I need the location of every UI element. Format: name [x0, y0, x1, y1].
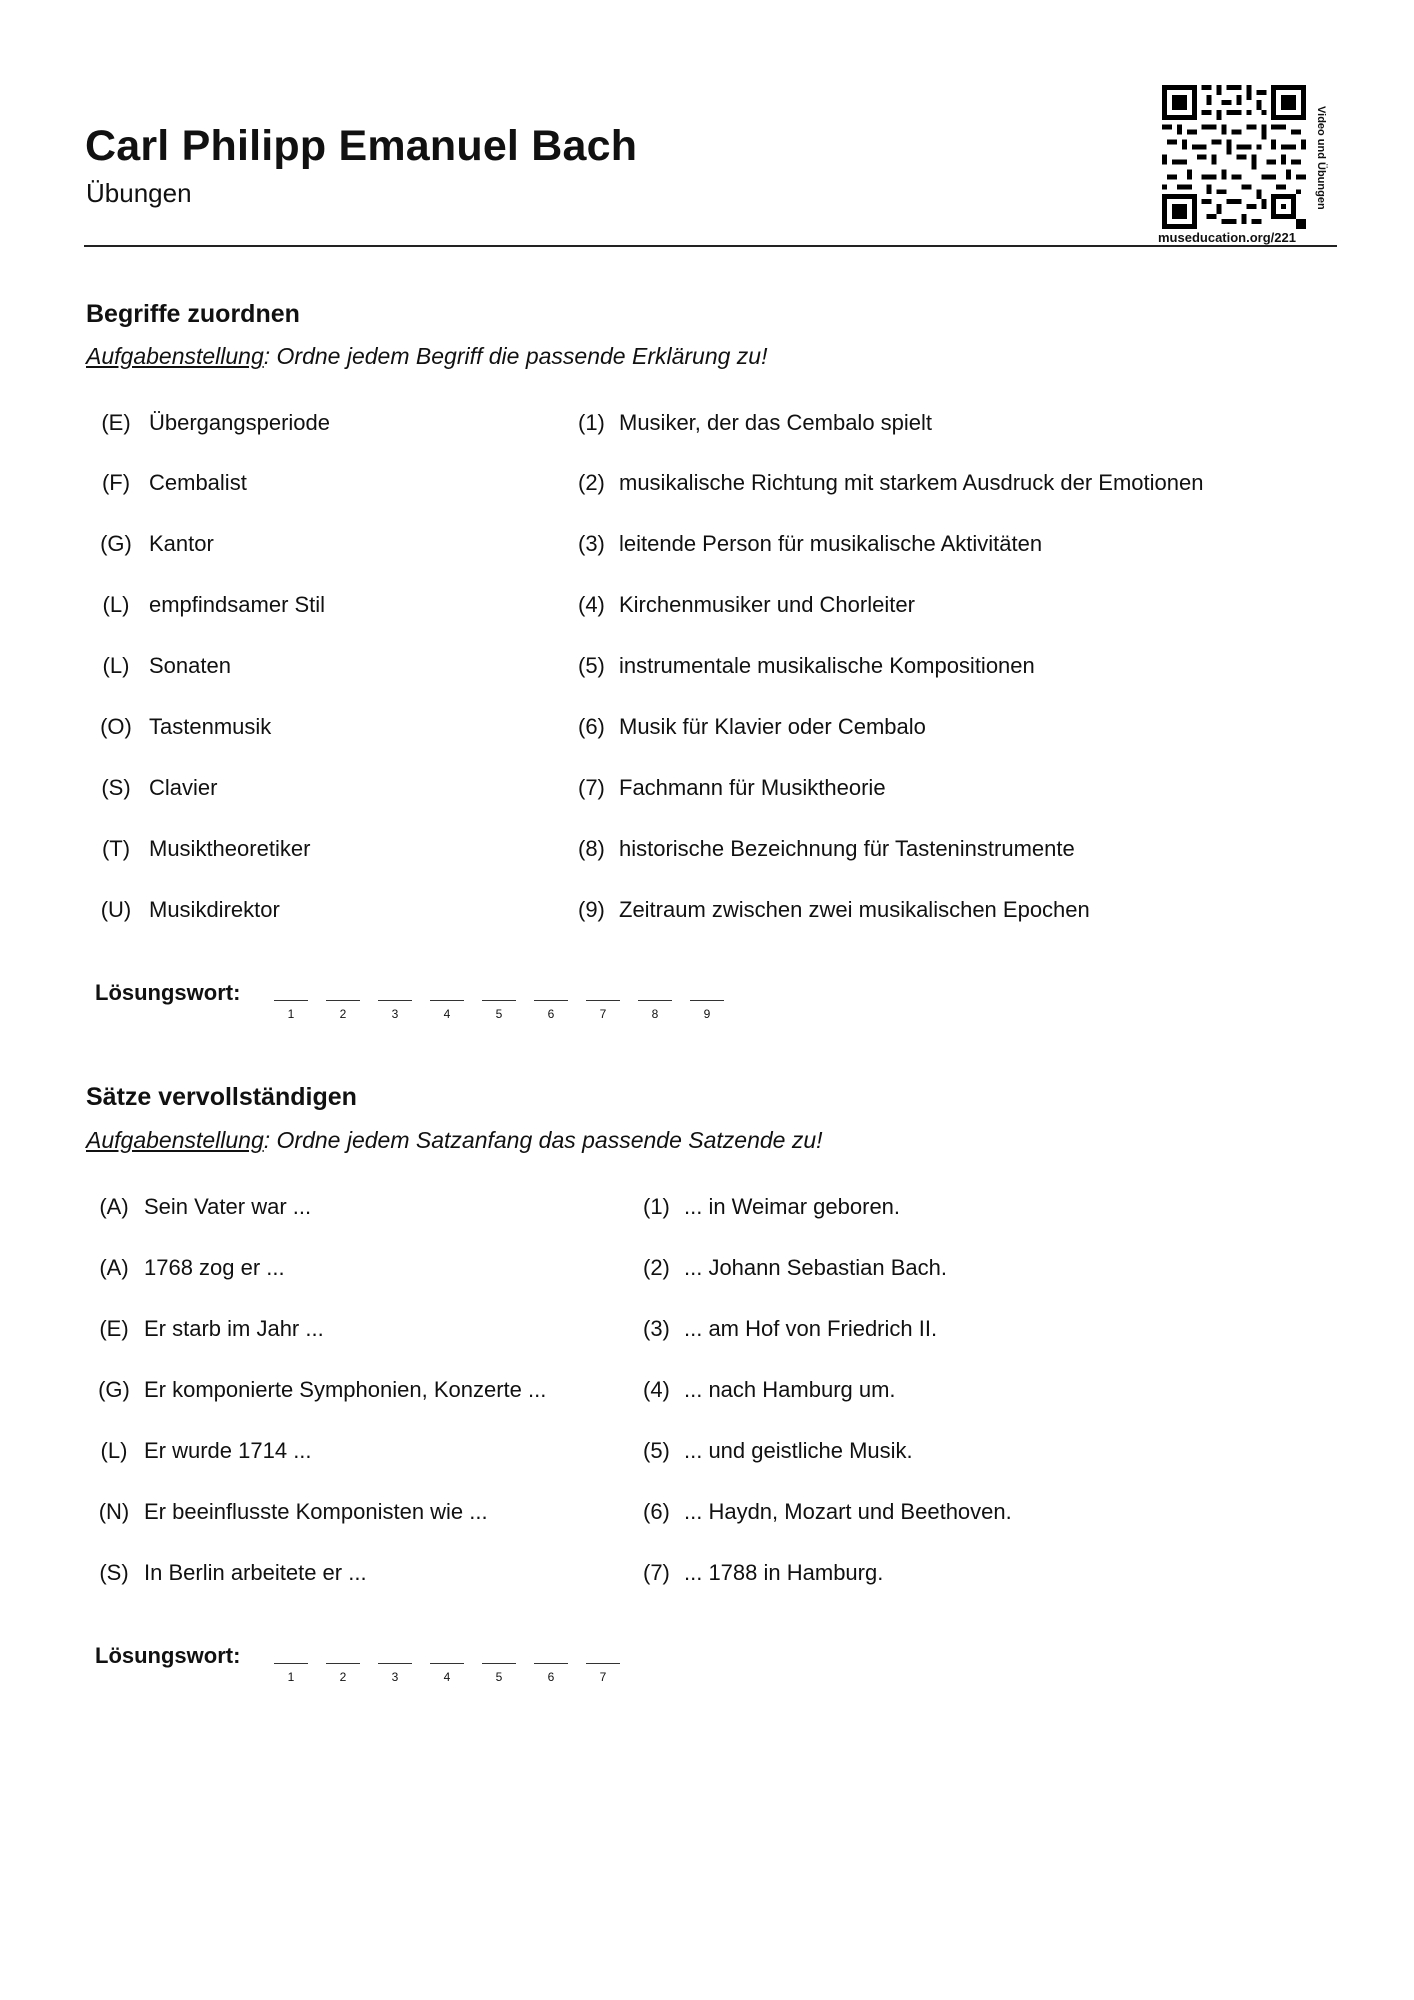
beginning-text: Er beeinflusste Komponisten wie ...: [144, 1499, 488, 1524]
term-letter: (E): [101, 410, 131, 435]
term-text: Clavier: [149, 775, 218, 800]
ending-number: (4): [643, 1377, 670, 1402]
solution-blank[interactable]: 4: [430, 1000, 464, 1021]
definition-text: Musiker, der das Cembalo spielt: [619, 410, 933, 435]
definition-number: (8): [578, 836, 605, 861]
definition-number: (9): [578, 897, 605, 922]
term-letter: (L): [102, 653, 130, 678]
solution-blank[interactable]: 5: [482, 1663, 516, 1684]
solution-blank[interactable]: 2: [326, 1000, 360, 1021]
instruction-label: Aufgabenstellung: [86, 343, 264, 369]
instruction-text: : Ordne jedem Begriff die passende Erklärung zu!: [263, 343, 768, 369]
ending-number: (7): [643, 1560, 670, 1585]
beginning-text: Sein Vater war ...: [144, 1194, 312, 1219]
qr-side-label: Video und Übungen: [1315, 106, 1327, 210]
solution-blank[interactable]: 7: [586, 1000, 620, 1021]
solution-blank[interactable]: 8: [638, 1000, 672, 1021]
ending-text: ... in Weimar geboren.: [684, 1194, 901, 1219]
instruction-text: : Ordne jedem Satzanfang das passende Satzende zu!: [263, 1127, 823, 1153]
ending-text: ... Haydn, Mozart und Beethoven.: [684, 1499, 1012, 1524]
term-letter: (U): [100, 897, 132, 922]
qr-finder-top-left: [1162, 85, 1197, 120]
solution-blank[interactable]: 3: [378, 1663, 412, 1684]
term-letter: (S): [101, 775, 131, 800]
ending-text: ... am Hof von Friedrich II.: [684, 1316, 938, 1341]
definition-number: (4): [578, 592, 605, 617]
beginning-letter: (A): [99, 1194, 129, 1219]
section1-instruction: [86, 343, 768, 370]
beginning-letter: (A): [99, 1255, 129, 1280]
solution-blank[interactable]: 4: [430, 1663, 464, 1684]
ending-number: (3): [643, 1316, 670, 1341]
solution-blank[interactable]: 6: [534, 1000, 568, 1021]
beginning-letter: (L): [100, 1438, 128, 1463]
section2-title: Sätze vervollständigen: [86, 1083, 357, 1111]
definition-text: musikalische Richtung mit starkem Ausdruck der Emotionen: [619, 470, 1204, 495]
term-text: Cembalist: [149, 470, 247, 495]
term-text: Tastenmusik: [149, 714, 272, 739]
definition-text: leitende Person für musikalische Aktivitäten: [619, 531, 1043, 556]
solution-blank[interactable]: 1: [274, 1663, 308, 1684]
ending-number: (1): [643, 1194, 670, 1219]
definition-text: Zeitraum zwischen zwei musikalischen Epochen: [619, 897, 1090, 922]
ending-number: (6): [643, 1499, 670, 1524]
solution-blank[interactable]: 1: [274, 1000, 308, 1021]
beginning-letter: (N): [98, 1499, 130, 1524]
qr-url-link[interactable]: museducation.org/221: [1158, 230, 1296, 245]
section2-instruction: [86, 1127, 823, 1154]
section1-solution-label: Lösungswort:: [95, 980, 241, 1005]
ending-number: (2): [643, 1255, 670, 1280]
definition-number: (6): [578, 714, 605, 739]
term-text: Übergangsperiode: [149, 410, 331, 435]
solution-blank[interactable]: 2: [326, 1663, 360, 1684]
term-text: Sonaten: [149, 653, 231, 678]
term-letter: (O): [100, 714, 132, 739]
qr-finder-bottom-left: [1162, 194, 1197, 229]
term-letter: (G): [100, 531, 132, 556]
term-letter: (F): [101, 470, 131, 495]
definition-number: (1): [578, 410, 605, 435]
beginning-text: 1768 zog er ...: [144, 1255, 285, 1280]
term-text: empfindsamer Stil: [149, 592, 326, 617]
ending-text: ... Johann Sebastian Bach.: [684, 1255, 947, 1280]
term-text: Musiktheoretiker: [149, 836, 311, 861]
page-subtitle: Übungen: [86, 178, 192, 208]
definition-number: (7): [578, 775, 605, 800]
definition-text: Fachmann für Musiktheorie: [619, 775, 886, 800]
beginning-text: Er komponierte Symphonien, Konzerte ...: [144, 1377, 547, 1402]
ending-number: (5): [643, 1438, 670, 1463]
term-letter: (L): [102, 592, 130, 617]
beginning-text: Er starb im Jahr ...: [144, 1316, 324, 1341]
beginning-letter: (E): [99, 1316, 129, 1341]
section1-title: Begriffe zuordnen: [86, 300, 300, 328]
page-title: Carl Philipp Emanuel Bach: [85, 122, 638, 170]
beginning-text: In Berlin arbeitete er ...: [144, 1560, 367, 1585]
definition-number: (2): [578, 470, 605, 495]
term-text: Kantor: [149, 531, 214, 556]
ending-text: ... 1788 in Hamburg.: [684, 1560, 884, 1585]
solution-blank[interactable]: 6: [534, 1663, 568, 1684]
definition-text: instrumentale musikalische Kompositionen: [619, 653, 1035, 678]
section2-solution-label: Lösungswort:: [95, 1643, 241, 1668]
solution-blank[interactable]: 7: [586, 1663, 620, 1684]
definition-text: historische Bezeichnung für Tasteninstrumente: [619, 836, 1075, 861]
term-letter: (T): [101, 836, 131, 861]
beginning-text: Er wurde 1714 ...: [144, 1438, 312, 1463]
beginning-letter: (S): [99, 1560, 129, 1585]
qr-finder-top-right: [1271, 85, 1306, 120]
definition-text: Kirchenmusiker und Chorleiter: [619, 592, 915, 617]
beginning-letter: (G): [98, 1377, 130, 1402]
definition-text: Musik für Klavier oder Cembalo: [619, 714, 926, 739]
solution-blank[interactable]: 9: [690, 1000, 724, 1021]
instruction-label: Aufgabenstellung: [86, 1127, 264, 1153]
definition-number: (3): [578, 531, 605, 556]
ending-text: ... nach Hamburg um.: [684, 1377, 896, 1402]
solution-blank[interactable]: 5: [482, 1000, 516, 1021]
solution-blank[interactable]: 3: [378, 1000, 412, 1021]
definition-number: (5): [578, 653, 605, 678]
header-divider: [84, 245, 1337, 247]
ending-text: ... und geistliche Musik.: [684, 1438, 913, 1463]
term-text: Musikdirektor: [149, 897, 280, 922]
qr-code-icon[interactable]: [1162, 85, 1306, 229]
